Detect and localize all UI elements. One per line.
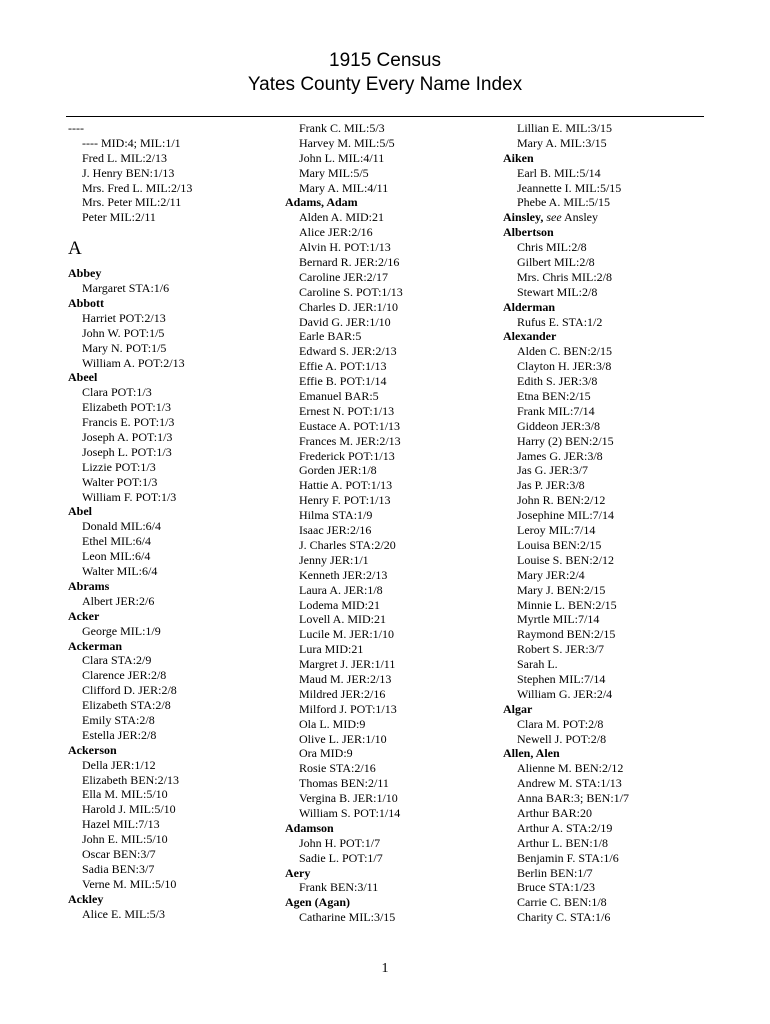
index-entry: Charles D. JER:1/10	[299, 299, 398, 314]
index-entry: Harriet POT:2/13	[82, 310, 166, 325]
index-entry: Phebe A. MIL:5/15	[517, 195, 610, 210]
index-entry: Emily STA:2/8	[82, 712, 155, 727]
index-entry: Frank MIL:7/14	[517, 403, 595, 418]
surname-heading: Aery	[285, 865, 311, 880]
header-divider	[66, 116, 704, 117]
index-entry: Sadie L. POT:1/7	[299, 850, 383, 865]
index-entry: Estella JER:2/8	[82, 727, 157, 742]
index-entry: Edith S. JER:3/8	[517, 374, 598, 389]
index-entry: Andrew M. STA:1/13	[517, 776, 622, 791]
index-entry: Frank BEN:3/11	[299, 880, 379, 895]
index-entry: Hattie A. POT:1/13	[299, 478, 393, 493]
index-entry: Berlin BEN:1/7	[517, 865, 593, 880]
index-entry: Effie B. POT:1/14	[299, 374, 387, 389]
index-entry: Giddeon JER:3/8	[517, 418, 600, 433]
index-entry: William S. POT:1/14	[299, 805, 401, 820]
index-entry: Frances M. JER:2/13	[299, 433, 401, 448]
surname-heading: Ackley	[68, 891, 104, 906]
index-entry: William F. POT:1/3	[82, 489, 177, 504]
surname-heading: Allen, Alen	[503, 746, 560, 761]
index-entry: Walter MIL:6/4	[82, 564, 158, 579]
index-entry: Alienne M. BEN:2/12	[517, 761, 624, 776]
index-entry: Walter POT:1/3	[82, 474, 158, 489]
index-entry: Ethel MIL:6/4	[82, 534, 151, 549]
index-entry: Ella M. MIL:5/10	[82, 787, 168, 802]
index-entry: Sadia BEN:3/7	[82, 861, 155, 876]
index-entry: Jas P. JER:3/8	[517, 478, 585, 493]
index-entry: Jeannette I. MIL:5/15	[517, 180, 622, 195]
index-entry: Mrs. Fred L. MIL:2/13	[82, 180, 193, 195]
index-entry: J. Henry BEN:1/13	[82, 165, 175, 180]
index-entry: Clara M. POT:2/8	[517, 716, 604, 731]
index-entry: Olive L. JER:1/10	[299, 731, 387, 746]
index-entry: Francis E. POT:1/3	[82, 415, 175, 430]
index-entry: Robert S. JER:3/7	[517, 642, 605, 657]
index-entry: Rufus E. STA:1/2	[517, 314, 603, 329]
surname-heading: Aiken	[503, 150, 534, 165]
index-entry: John H. POT:1/7	[299, 835, 381, 850]
index-entry: Mary JER:2/4	[517, 567, 585, 582]
index-entry: Lodema MID:21	[299, 597, 380, 612]
index-entry: Milford J. POT:1/13	[299, 701, 397, 716]
index-entry: Kenneth JER:2/13	[299, 567, 388, 582]
index-entry: Isaac JER:2/16	[299, 523, 372, 538]
index-entry: Henry F. POT:1/13	[299, 493, 391, 508]
index-entry: Alice JER:2/16	[299, 225, 373, 240]
index-entry: Frank C. MIL:5/3	[299, 121, 385, 135]
cross-reference	[503, 210, 629, 225]
index-entry: Jenny JER:1/1	[299, 552, 369, 567]
index-entry: Harry (2) BEN:2/15	[517, 433, 614, 448]
see-label: see	[546, 210, 562, 225]
surname-heading: Ackerman	[68, 638, 122, 653]
index-entry: Leon MIL:6/4	[82, 549, 151, 564]
index-column-1	[68, 121, 192, 921]
index-entry: ---- MID:4; MIL:1/1	[82, 135, 181, 150]
index-entry: Hazel MIL:7/13	[82, 817, 160, 832]
index-entry: Benjamin F. STA:1/6	[517, 850, 619, 865]
index-entry: Rosie STA:2/16	[299, 761, 376, 776]
index-entry: Ernest N. POT:1/13	[299, 403, 395, 418]
surname-heading: Algar	[503, 701, 533, 716]
index-entry: Verne M. MIL:5/10	[82, 876, 177, 891]
surname-heading: Agen (Agan)	[285, 895, 350, 910]
index-entry: Leroy MIL:7/14	[517, 523, 596, 538]
index-entry: Lovell A. MID:21	[299, 612, 386, 627]
index-entry: Elizabeth STA:2/8	[82, 698, 171, 713]
index-entry: George MIL:1/9	[82, 623, 161, 638]
index-entry: Earle BAR:5	[299, 329, 362, 344]
index-entry: Alden A. MID:21	[299, 210, 384, 225]
index-entry: Mary N. POT:1/5	[82, 340, 167, 355]
index-entry: Lizzie POT:1/3	[82, 459, 156, 474]
index-entry: Gilbert MIL:2/8	[517, 255, 595, 270]
index-entry: Mary A. MIL:4/11	[299, 180, 389, 195]
surname-heading: Albertson	[503, 225, 554, 240]
index-entry: Joseph A. POT:1/3	[82, 430, 173, 445]
index-entry: Bernard R. JER:2/16	[299, 255, 400, 270]
index-entry: Ola L. MID:9	[299, 716, 366, 731]
surname-heading: Abel	[68, 504, 92, 519]
index-entry: Albert JER:2/6	[82, 593, 155, 608]
surname-heading: Alderman	[503, 299, 555, 314]
index-entry: Della JER:1/12	[82, 757, 156, 772]
reference-name: Ansley	[564, 210, 599, 225]
page-subtitle: Yates County Every Name Index	[247, 74, 523, 95]
index-entry: Clara STA:2/9	[82, 653, 152, 668]
index-entry: William G. JER:2/4	[517, 686, 613, 701]
index-entry: Caroline JER:2/17	[299, 269, 388, 284]
index-entry: John L. MIL:4/11	[299, 150, 385, 165]
index-entry: William A. POT:2/13	[82, 355, 185, 370]
index-entry: Chris MIL:2/8	[517, 240, 587, 255]
index-entry: Josephine MIL:7/14	[517, 508, 614, 523]
letter-section-heading: A	[68, 238, 82, 260]
index-entry: Carrie C. BEN:1/8	[517, 895, 607, 910]
index-entry: John E. MIL:5/10	[82, 832, 168, 847]
index-entry: Arthur A. STA:2/19	[517, 820, 613, 835]
surname-heading: Adams, Adam	[285, 195, 358, 210]
index-entry: Gorden JER:1/8	[299, 463, 377, 478]
index-entry: Harold J. MIL:5/10	[82, 802, 176, 817]
index-column-3	[503, 121, 629, 925]
index-entry: Charity C. STA:1/6	[517, 910, 611, 925]
index-entry: Alvin H. POT:1/13	[299, 240, 391, 255]
index-entry: Margaret STA:1/6	[82, 281, 170, 296]
index-entry: J. Charles STA:2/20	[299, 537, 396, 552]
index-entry: John W. POT:1/5	[82, 325, 165, 340]
index-entry: Etna BEN:2/15	[517, 389, 591, 404]
index-entry: Alice E. MIL:5/3	[82, 906, 165, 921]
index-entry: Effie A. POT:1/13	[299, 359, 387, 374]
index-entry: Fred L. MIL:2/13	[82, 150, 167, 165]
index-entry: Clayton H. JER:3/8	[517, 359, 612, 374]
index-entry: Mary J. BEN:2/15	[517, 582, 606, 597]
surname-heading: Abbey	[68, 266, 102, 281]
index-entry: Edward S. JER:2/13	[299, 344, 397, 359]
index-entry: James G. JER:3/8	[517, 448, 603, 463]
index-entry: John R. BEN:2/12	[517, 493, 606, 508]
surname-heading: ----	[68, 121, 84, 135]
surname-heading: Adamson	[285, 820, 334, 835]
index-entry: Hilma STA:1/9	[299, 508, 373, 523]
index-entry: Elizabeth BEN:2/13	[82, 772, 179, 787]
index-entry: Ora MID:9	[299, 746, 353, 761]
index-entry: Jas G. JER:3/7	[517, 463, 589, 478]
index-entry: Peter MIL:2/11	[82, 210, 156, 225]
index-entry: Minnie L. BEN:2/15	[517, 597, 617, 612]
index-entry: Newell J. POT:2/8	[517, 731, 607, 746]
index-entry: Bruce STA:1/23	[517, 880, 596, 895]
index-entry: Clarence JER:2/8	[82, 668, 167, 683]
index-entry: Maud M. JER:2/13	[299, 671, 392, 686]
index-entry: Lucile M. JER:1/10	[299, 627, 394, 642]
index-entry: Louise S. BEN:2/12	[517, 552, 615, 567]
index-entry: Raymond BEN:2/15	[517, 627, 616, 642]
index-entry: Mary MIL:5/5	[299, 165, 369, 180]
index-entry: Sarah L.	[517, 657, 558, 672]
index-entry: Harvey M. MIL:5/5	[299, 135, 395, 150]
index-column-2	[285, 121, 403, 925]
index-entry: Vergina B. JER:1/10	[299, 791, 398, 806]
index-entry: Oscar BEN:3/7	[82, 846, 156, 861]
index-entry: Myrtle MIL:7/14	[517, 612, 600, 627]
surname-heading: Acker	[68, 608, 100, 623]
index-entry: Donald MIL:6/4	[82, 519, 161, 534]
index-entry: Laura A. JER:1/8	[299, 582, 383, 597]
index-entry: Mrs. Peter MIL:2/11	[82, 195, 182, 210]
index-entry: Stephen MIL:7/14	[517, 671, 606, 686]
page-title: 1915 Census	[329, 50, 441, 71]
index-entry: Elizabeth POT:1/3	[82, 400, 172, 415]
index-entry: Earl B. MIL:5/14	[517, 165, 601, 180]
surname-heading: Abbott	[68, 296, 105, 311]
index-entry: Mildred JER:2/16	[299, 686, 386, 701]
index-entry: David G. JER:1/10	[299, 314, 391, 329]
index-entry: Clara POT:1/3	[82, 385, 152, 400]
index-entry: Frederick POT:1/13	[299, 448, 395, 463]
index-entry: Stewart MIL:2/8	[517, 284, 598, 299]
index-entry: Lillian E. MIL:3/15	[517, 121, 612, 135]
surname-heading: Ackerson	[68, 742, 117, 757]
index-entry: Arthur L. BEN:1/8	[517, 835, 608, 850]
index-entry: Joseph L. POT:1/3	[82, 444, 172, 459]
index-entry: Mrs. Chris MIL:2/8	[517, 269, 613, 284]
index-entry: Emanuel BAR:5	[299, 389, 379, 404]
index-entry: Clifford D. JER:2/8	[82, 683, 177, 698]
index-entry: Margret J. JER:1/11	[299, 657, 396, 672]
index-entry: Caroline S. POT:1/13	[299, 284, 403, 299]
surname-heading: Abrams	[68, 578, 110, 593]
surname-heading: Ainsley,	[503, 210, 544, 225]
index-entry: Thomas BEN:2/11	[299, 776, 389, 791]
index-entry: Alden C. BEN:2/15	[517, 344, 612, 359]
index-entry: Lura MID:21	[299, 642, 364, 657]
index-entry: Anna BAR:3; BEN:1/7	[517, 791, 630, 806]
index-entry: Louisa BEN:2/15	[517, 537, 602, 552]
surname-heading: Abeel	[68, 370, 98, 385]
surname-heading: Alexander	[503, 329, 557, 344]
index-entry: Eustace A. POT:1/13	[299, 418, 401, 433]
index-entry: Catharine MIL:3/15	[299, 910, 396, 925]
index-entry: Arthur BAR:20	[517, 805, 592, 820]
index-entry: Mary A. MIL:3/15	[517, 135, 607, 150]
page-number: 1	[381, 961, 389, 976]
